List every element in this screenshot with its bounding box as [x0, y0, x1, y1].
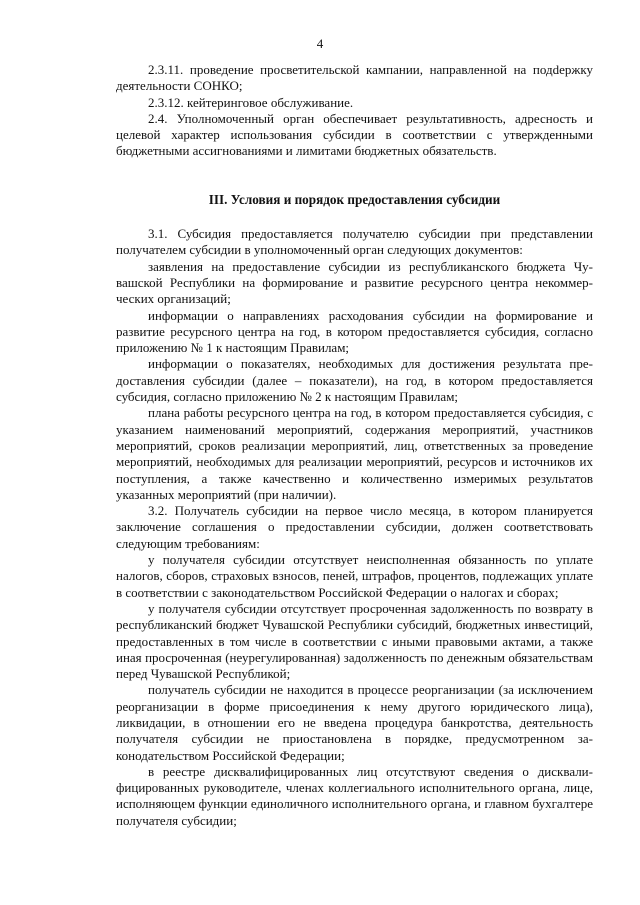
requirement-no-overdue-debt: у получателя субсидии отсутствует просроченная задолженность по возврату в республиканский бюджет Чувашской Республики субсидий, бюджетных инвестиций, предоставленных в том числе в соответствии с иными правовыми актами, а также иная просроченная (неурегулированная) задолженность по денежным обязательствам перед Чувашской Республикой;: [116, 600, 593, 682]
requirement-not-reorganizing: получатель субсидии не находится в процессе реорганизации (за исключением реорганизации в форме присоединения к нему другого юридического лица), ликвидации, в отношении его не введена процедура банкротства, деятельность получателя субсидии не приостановлена в порядке, предусмотренном законодательством Российской Федерации;: [116, 682, 593, 763]
requirement-disqualified-registry: в реестре дисквалифицированных лиц отсутствуют сведения о дисквалифицированных руководителе, членах коллегиального исполнительного органа, лице, исполняющем функции единоличного исполнительного органа, и главном бухгалтере получателя субсидии;: [116, 763, 593, 828]
list-item-work-plan: плана работы ресурсного центра на год, в котором предоставляется субсидия, с указанием наименований мероприятий, содержания мероприятий, участников мероприятий, сроков реализации мероприятий, лиц, ответственных за проведение мероприятий, необходимых для реализации мероприятий, ресурсов и источников их поступления, а также качественно и количественно измеримых результатов указанных мероприятий (при наличии).: [116, 405, 593, 502]
paragraph-2-4: 2.4. Уполномоченный орган обеспечивает результативность, адресность и целевой характер использования субсидии в соответствии с утвержденными бюджетными ассигнованиями и лимитами бюджетных обязательств.: [116, 110, 593, 159]
section-title: III. Условия и порядок предоставления субсидии: [208, 191, 501, 207]
list-item-application: заявления на предоставление субсидии из республиканского бюджета Чувашской Республики на формирование и развитие ресурсного центра некоммерческих организаций;: [116, 258, 593, 307]
document-body: [116, 62, 593, 829]
paragraph-3-1: 3.1. Субсидия предоставляется получателю субсидии при представлении получателем субсидии в уполномоченный орган следующих документов:: [116, 226, 593, 258]
paragraph-3-2: 3.2. Получатель субсидии на первое число месяца, в котором планируется заключение соглашения о предоставлении субсидии, должен соответствовать следующим требованиям:: [116, 503, 593, 551]
list-item-spending-info: информации о направлениях расходования субсидии на формирование и развитие ресурсного центра на год, в котором предоставляется субсидия, согласно приложению № 1 к настоящим Правилам;: [116, 307, 593, 356]
list-item-indicators-info: информации о показателях, необходимых для достижения результата предоставления субсидии (далее – показатели), на год, в котором предоставляется субсидия, согласно приложению № 2 к настоящим Правилам;: [116, 356, 593, 405]
paragraph-2-3-11: 2.3.11. проведение просветительской кампании, направленной на подdержку деятельности СОНКО;: [116, 62, 593, 94]
page-number: 4: [316, 36, 324, 51]
paragraph-2-3-12: 2.3.12. кейтеринговое обслуживание.: [148, 94, 354, 110]
requirement-no-tax-debt: у получателя субсидии отсутствует неисполненная обязанность по уплате налогов, сборов, страховых взносов, пеней, штрафов, процентов, подлежащих уплате в соответствии с законодательством Российской Федерации о налогах и сборах;: [116, 552, 593, 600]
